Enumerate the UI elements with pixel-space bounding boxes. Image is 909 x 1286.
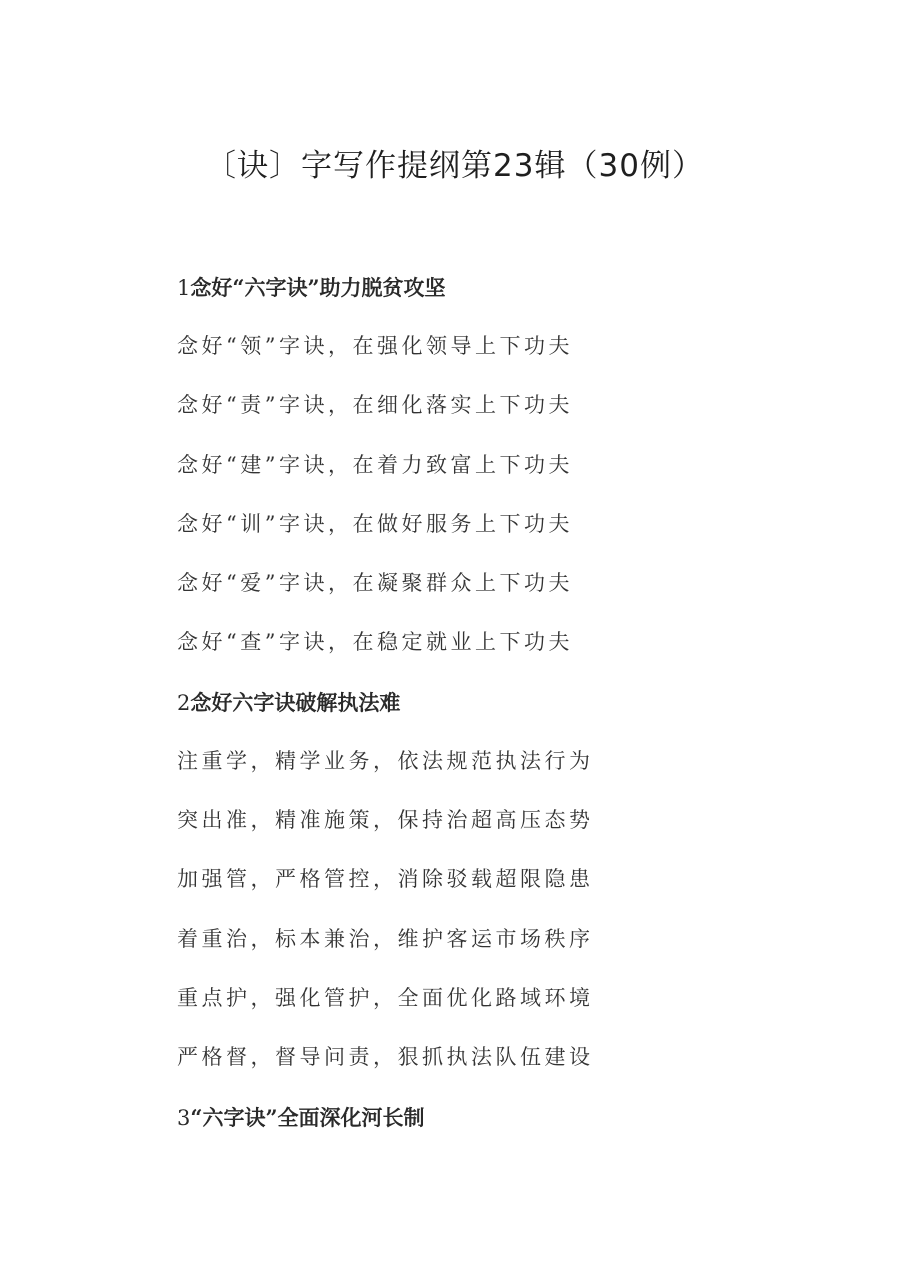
outline-line: 念好“训”字诀，在做好服务上下功夫 bbox=[177, 511, 573, 536]
outline-line: 念好“责”字诀，在细化落实上下功夫 bbox=[177, 393, 573, 418]
outline-line: 注重学，精学业务，依法规范执法行为 bbox=[177, 748, 594, 773]
section-heading bbox=[177, 258, 797, 317]
outline-line: 着重治，标本兼治，维护客运市场秩序 bbox=[177, 926, 594, 951]
section-number: 1 bbox=[177, 276, 191, 300]
section-number: 2 bbox=[177, 690, 191, 715]
section-number: 3 bbox=[177, 1105, 191, 1130]
outline-line: 念好“爱”字诀，在凝聚群众上下功夫 bbox=[177, 571, 573, 596]
document-title: 〔诀〕字写作提纲第23辑（30例） bbox=[205, 148, 704, 184]
section-3 bbox=[177, 1088, 797, 1147]
outline-line: 念好“查”字诀，在稳定就业上下功夫 bbox=[177, 630, 573, 655]
outline-line: 严格督，督导问责，狠抓执法队伍建设 bbox=[177, 1045, 594, 1070]
section-heading-text: 念好六字诀破解执法难 bbox=[190, 689, 401, 715]
outline-line: 念好“建”字诀，在着力致富上下功夫 bbox=[177, 452, 573, 477]
outline-line: 念好“领”字诀，在强化领导上下功夫 bbox=[177, 334, 573, 358]
section-heading bbox=[177, 673, 797, 732]
document-body bbox=[177, 258, 797, 1147]
section-1 bbox=[177, 258, 797, 673]
section-heading bbox=[177, 1088, 797, 1147]
section-heading-text: 念好“六字诀”助力脱贫攻坚 bbox=[190, 275, 446, 300]
outline-line: 重点护，强化管护，全面优化路域环境 bbox=[177, 985, 594, 1010]
outline-line: 突出准，精准施策，保持治超高压态势 bbox=[177, 808, 594, 833]
section-2 bbox=[177, 673, 797, 1088]
section-heading-text: “六字诀”全面深化河长制 bbox=[190, 1104, 425, 1130]
outline-line: 加强管，严格管控，消除驳载超限隐患 bbox=[177, 867, 594, 892]
